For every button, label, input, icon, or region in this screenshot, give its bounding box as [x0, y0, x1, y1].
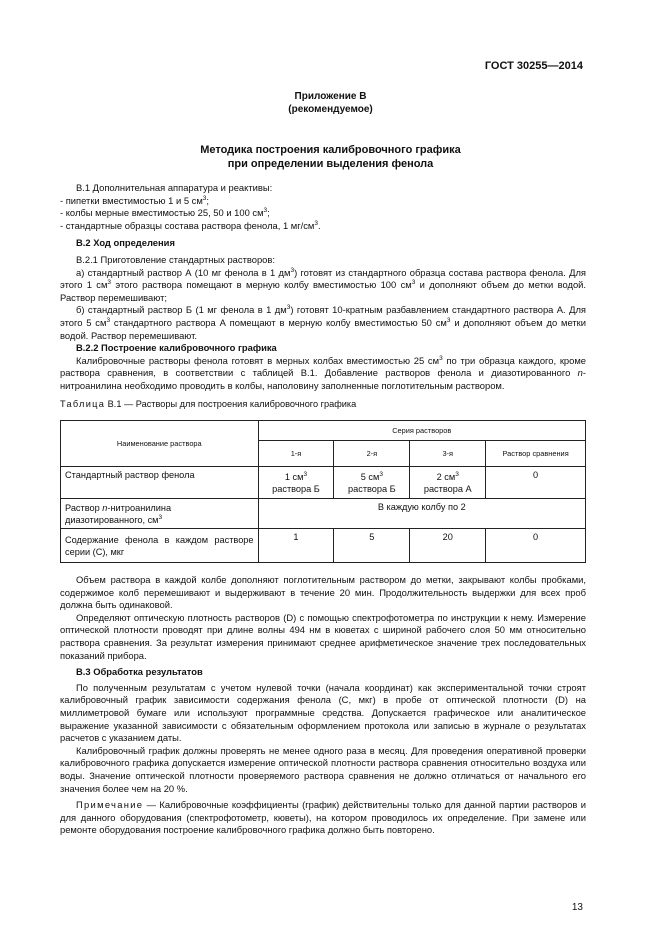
table-row [61, 529, 586, 563]
calibration-table [60, 420, 586, 563]
b1-intro: В.1 Дополнительная аппаратура и реактивы: [76, 182, 273, 193]
b21-para-b: б) стандартный раствор Б (1 мг фенола в 1 $дм^3$) готовят 10-кратным разбавлением стандартного раствора А. Для этого 5 $см^3$ стандартного раствора А помещают в мерную колбу вместимостью 50 $см^3$ и дополняют объем до метки водой. Раствор перемешивают. [60, 304, 587, 341]
note: Примечание — Калибровочные коэффициенты (график) действительны только для данной партии растворов и для данного оборудования (спектрофотометр, кюветы), на котором проводилось их определение. При замене или ремонте оборудования построение калибровочного графика должно быть повторено. [60, 799, 586, 836]
appendix-status: (рекомендуемое) [288, 104, 373, 115]
row1-cell-3: 2 $см^3$ раствора А [410, 467, 486, 499]
appendix-heading [0, 90, 661, 116]
appendix-title: Приложение В [294, 91, 367, 102]
col-header-2: 2-я [334, 441, 410, 467]
row1-cell-2: 5 $см^3$ раствора Б [334, 467, 410, 499]
standard-number: ГОСТ 30255—2014 [484, 60, 583, 72]
col-header-series: Серия растворов [258, 421, 585, 441]
page-number: 13 [571, 902, 583, 913]
table-row [61, 499, 586, 529]
row3-cell-ref: 0 [486, 529, 586, 563]
b2-heading: В.2 Ход определения [76, 237, 175, 249]
title-line-2: при определении выделения фенола [227, 158, 434, 170]
b21-heading: В.2.1 Приготовление стандартных растворов: [76, 253, 275, 265]
b1-item-1: - пипетки вместимостью 1 и 5 $см^3$; [60, 194, 210, 206]
col-header-1: 1-я [258, 441, 334, 467]
b3-heading: В.3 Обработка результатов [76, 666, 203, 678]
col-header-name: Наименование раствора [61, 421, 259, 467]
row1-cell-1: 1 $см^3$ раствора Б [258, 467, 334, 499]
row1-name: Стандартный раствор фенола [61, 467, 259, 499]
title-line-1: Методика построения калибровочного графика [200, 144, 461, 156]
para-optical-density: Определяют оптическую плотность растворов (D) с помощью спектрофотометра по инструкции к нему. Измерение оптической плотности проводят при длине волны 494 нм в кюветах с шириной рабочего слоя 50 мм относительно раствора сравнения. За результат измерения принимают среднее арифметическое значение трех последовательных показаний прибора. [60, 611, 586, 661]
b1-item-3: - стандартные образцы состава раствора фенола, 1 $мг/см^3$. [60, 219, 321, 231]
row2-value: В каждую колбу по 2 [258, 499, 585, 529]
row3-cell-3: 20 [410, 529, 486, 563]
row3-cell-1: 1 [258, 529, 334, 563]
table-caption: Таблица В.1 — Растворы для построения калибровочного графика [60, 399, 357, 409]
b21-para-a: а) стандартный раствор А (10 мг фенола в 1 $дм^3$) готовят из стандартного образца состава раствора фенола. Для этого 1 $см^3$ этого раствора помещают в мерную колбу вместимостью 100 $см^3$ и дополняют объем до метки водой. Раствор перемешивают; [60, 266, 587, 303]
row1-cell-ref: 0 [486, 467, 586, 499]
document-title [0, 143, 661, 171]
b22-para: Калибровочные растворы фенола готовят в мерных колбах вместимостью 25 $см^3$ по три образца каждого, кроме раствора сравнения, в соответствии с таблицей В.1. Добавление растворов фенола и диазотированного n-нитроанилина необходимо проводить в колбы, наполовину заполненные поглотительным раствором. [60, 354, 587, 391]
row3-name: Содержание фенола в каждом растворе серии (С), мкг [61, 529, 259, 563]
col-header-3: 3-я [410, 441, 486, 467]
table-row [61, 467, 586, 499]
col-header-ref: Раствор сравнения [486, 441, 586, 467]
para-volume: Объем раствора в каждой колбе дополняют поглотительным раствором до метки, закрывают колбы пробками, содержимое колб перемешивают и выдерживают в течение 20 мин. Продолжительность выдержки для всех проб должна быть одинаковой. [60, 574, 586, 611]
b1-item-2: - колбы мерные вместимостью 25, 50 и 100 $см^3$; [60, 207, 270, 219]
b22-heading: В.2.2 Построение калибровочного графика [76, 342, 277, 354]
row2-name: Раствор n-нитроанилина диазотированного, $см^3$ [61, 499, 259, 529]
section-after-table [60, 574, 586, 837]
section-b1-b2 [60, 182, 586, 393]
para-check: Калибровочный график должны проверять не менее одного раза в месяц. Для проведения оперативной проверки калибровочного графика допускается измерение оптической плотности раствора сравнения относительно воздуха или воды. Значение оптической плотности проверяемого раствора сравнения не должно отличаться от начального его значения более чем на 20 %. [60, 744, 586, 794]
row3-cell-2: 5 [334, 529, 410, 563]
para-results: По полученным результатам с учетом нулевой точки (начала координат) как экспериментальной точки строят калибровочный график зависимости содержания фенола (С, мкг) в пробе от оптической плотности (D) на миллиметровой бумаге или используют программные средства. Допускается графическое или аналитическое выражение указанной зависимости с обязательным оформлением протокола или записью в журнале о результатах расчетов с указанием даты. [60, 681, 586, 744]
